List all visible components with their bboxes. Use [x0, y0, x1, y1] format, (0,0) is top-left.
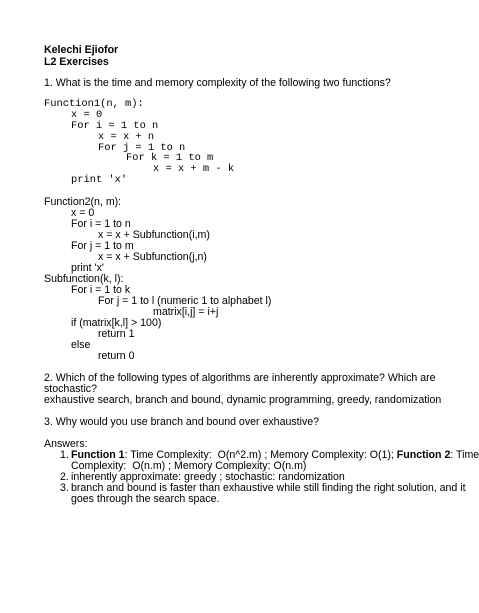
question-3: 3. Why would you use branch and bound over exhaustive? [44, 416, 320, 428]
code-line: For i = 1 to n [71, 218, 131, 230]
answer-number: 1. [60, 449, 69, 461]
answer-2: inherently approximate: greedy ; stochastic: randomization [71, 471, 345, 483]
code-line: else [71, 339, 91, 351]
function-2-complexity-start: : Time [450, 449, 479, 461]
code-line: print 'x' [71, 262, 104, 274]
question-2: 2. Which of the following types of algorithms are inherently approximate? Which are [44, 372, 436, 384]
answer-number: 3. [60, 482, 69, 494]
answer-1-line-2: Complexity: O(n.m) ; Memory Complexity: O(n.m) [71, 460, 307, 472]
code-line: x = 0 [71, 207, 95, 219]
function-1-complexity: : Time Complexity: O(n^2.m) ; Memory Complexity: O(1); [124, 449, 397, 461]
answer-number: 2. [60, 471, 69, 483]
code-line: x = x + Subfunction(j,n) [98, 251, 207, 263]
function-1-label: Function 1 [71, 449, 125, 461]
code-line: return 1 [98, 328, 135, 340]
code-line: For j = 1 to m [71, 240, 134, 252]
code-line: matrix[i,j] = i+j [153, 306, 219, 318]
author-name: Kelechi Ejiofor [44, 44, 119, 56]
question-2-options: exhaustive search, branch and bound, dynamic programming, greedy, randomization [44, 394, 442, 406]
code-line: Function2(n, m): [44, 196, 122, 208]
code-line: x = 0 [71, 109, 103, 121]
code-line: For i = 1 to n [71, 120, 159, 132]
function-2-label: Function 2 [396, 449, 451, 461]
code-line: For j = 1 to n [98, 142, 186, 154]
code-line: For k = 1 to m [126, 152, 214, 164]
code-line: x = x + n [98, 131, 155, 143]
code-line: Subfunction(k, l): [44, 273, 124, 285]
code-line: For j = 1 to l (numeric 1 to alphabet l) [98, 295, 272, 307]
question-2-continued: stochastic? [44, 383, 97, 395]
question-1: 1. What is the time and memory complexity of the following two functions? [44, 77, 391, 89]
code-line: Function1(n, m): [44, 98, 144, 110]
document-title: L2 Exercises [44, 56, 109, 68]
code-line: return 0 [98, 350, 135, 362]
code-line: if (matrix[k,l] > 100) [71, 317, 162, 329]
code-line: print 'x' [71, 174, 128, 186]
code-line: x = x + Subfunction(i,m) [98, 229, 210, 241]
answers-heading: Answers: [44, 438, 88, 450]
answer-3-line-2: goes through the search space. [71, 493, 220, 505]
code-line: x = x + m - k [153, 163, 235, 175]
answer-3-line-1: branch and bound is faster than exhaustive while still finding the right solution, and it [71, 482, 466, 494]
code-line: For i = 1 to k [71, 284, 131, 296]
